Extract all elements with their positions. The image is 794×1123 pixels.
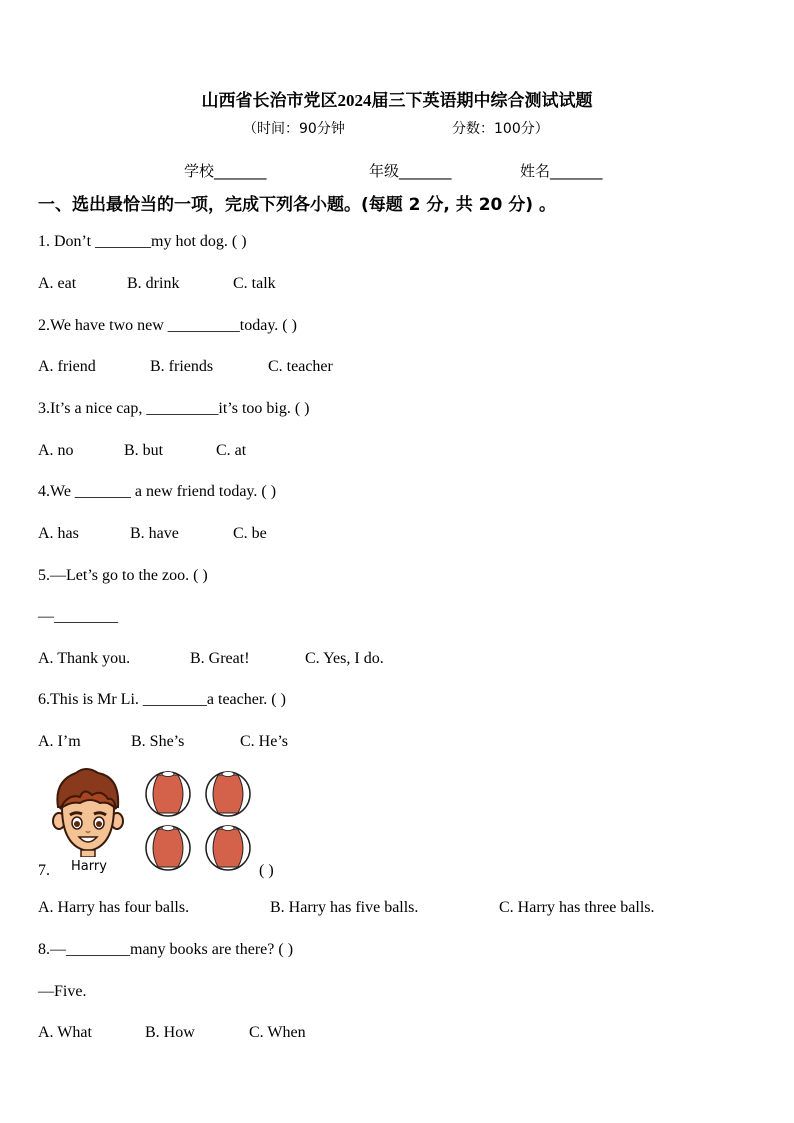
beach-ball-icon bbox=[206, 826, 250, 871]
beach-ball-icon bbox=[146, 772, 190, 817]
beach-ball-icon bbox=[146, 826, 190, 871]
page-title: 山西省长治市党区2024届三下英语期中综合测试试题 bbox=[201, 91, 593, 110]
exam-score: 分数：100分） bbox=[452, 121, 549, 137]
q6-option-b: B. She’s bbox=[131, 733, 185, 750]
q7-option-c: C. Harry has three balls. bbox=[499, 899, 655, 916]
q8-option-a: A. What bbox=[38, 1024, 92, 1041]
balls-picture bbox=[140, 770, 260, 872]
question-7-paren: ( ) bbox=[259, 862, 274, 879]
school-field: 学校_______ bbox=[184, 162, 267, 180]
q3-option-b: B. but bbox=[124, 442, 164, 459]
q5-option-b: B. Great! bbox=[190, 650, 250, 667]
question-6-stem: 6.This is Mr Li. ________a teacher. ( ) bbox=[38, 691, 286, 708]
q1-option-b: B. drink bbox=[127, 275, 180, 292]
q1-option-a: A. eat bbox=[38, 275, 77, 292]
question-7-stem: 7. bbox=[38, 862, 50, 879]
q8-option-b: B. How bbox=[145, 1024, 195, 1041]
q7-option-a: A. Harry has four balls. bbox=[38, 899, 190, 916]
question-5-stem: 5.—Let’s go to the zoo. ( ) bbox=[38, 567, 208, 584]
question-4-stem: 4.We _______ a new friend today. ( ) bbox=[38, 483, 277, 500]
section-title: 一、选出最恰当的一项，完成下列各小题。(每题 2 分, 共 20 分) 。 bbox=[38, 195, 556, 215]
q2-option-a: A. friend bbox=[38, 358, 96, 375]
q6-option-a: A. I’m bbox=[38, 733, 81, 750]
q2-option-c: C. teacher bbox=[268, 358, 333, 375]
beach-ball-icon bbox=[206, 772, 250, 817]
q3-option-a: A. no bbox=[38, 442, 74, 459]
boy-face-icon bbox=[50, 767, 126, 857]
q8-option-c: C. When bbox=[249, 1024, 306, 1041]
picture-caption: Harry bbox=[71, 859, 107, 874]
q1-option-c: C. talk bbox=[233, 275, 276, 292]
q6-option-c: C. He’s bbox=[240, 733, 288, 750]
q4-option-c: C. be bbox=[233, 525, 267, 542]
exam-time: （时间：90分钟 bbox=[243, 121, 345, 137]
question-2-stem: 2.We have two new _________today. ( ) bbox=[38, 317, 297, 334]
question-1-stem: 1. Don’t _______my hot dog. ( ) bbox=[38, 233, 247, 250]
question-8-answer-line: —Five. bbox=[38, 983, 87, 1000]
question-5-answer-line: —________ bbox=[38, 608, 118, 625]
q2-option-b: B. friends bbox=[150, 358, 214, 375]
question-3-stem: 3.It’s a nice cap, _________it’s too big. ( ) bbox=[38, 400, 310, 417]
question-8-stem: 8.—________many books are there? ( ) bbox=[38, 941, 294, 958]
q3-option-c: C. at bbox=[216, 442, 247, 459]
q5-option-c: C. Yes, I do. bbox=[305, 650, 384, 667]
q5-option-a: A. Thank you. bbox=[38, 650, 131, 667]
q7-option-b: B. Harry has five balls. bbox=[270, 899, 419, 916]
q4-option-b: B. have bbox=[130, 525, 179, 542]
grade-field: 年级_______ bbox=[369, 162, 452, 180]
name-field: 姓名_______ bbox=[520, 162, 603, 180]
q4-option-a: A. has bbox=[38, 525, 79, 542]
